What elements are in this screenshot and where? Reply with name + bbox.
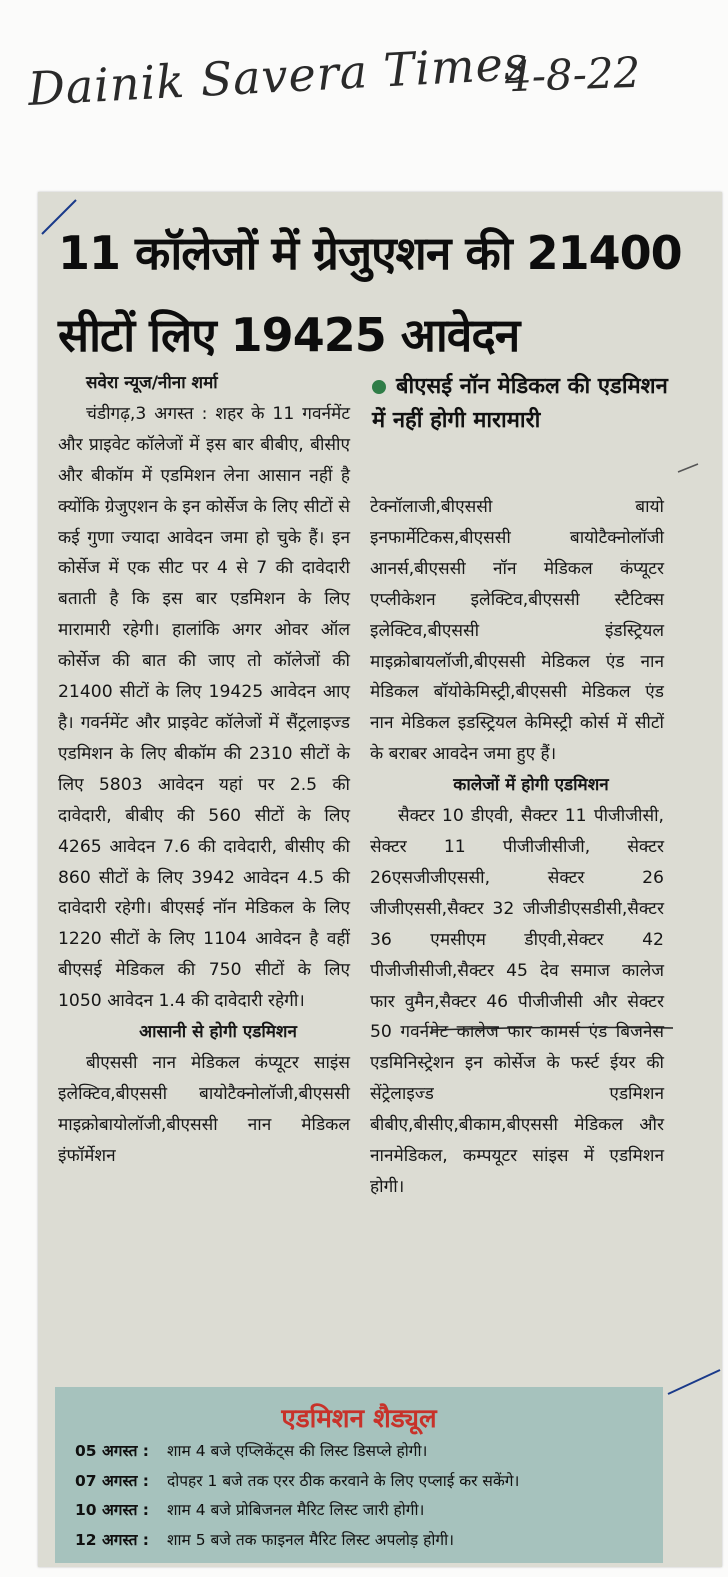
headline-line-1: 11 कॉलेजों में ग्रेजुएशन की 21400 <box>58 226 682 280</box>
schedule-date: 05 अगस्त : <box>75 1442 149 1460</box>
pen-stroke-icon <box>664 1364 724 1400</box>
side-heading-text: बीएसई नॉन मेडिकल की एडमिशन में नहीं होगी मारामारी <box>372 374 668 433</box>
subheading-colleges: कालेजों में होगी एडमिशन <box>453 775 609 796</box>
schedule-date: 07 अगस्त : <box>75 1471 149 1490</box>
schedule-date: 10 अगस्त : <box>75 1501 149 1519</box>
schedule-date: 12 अगस्त : <box>75 1530 149 1549</box>
schedule-row <box>75 1437 655 1467</box>
schedule-desc: शाम 4 बजे एप्लिकेंट्स की लिस्ट डिसप्ले होगी। <box>167 1442 428 1460</box>
colleges-body: सैक्टर 10 डीएवी, सैक्टर 11 पीजीजीसी, सेक्टर 11 पीजीजीसीजी, सेक्टर 26एसजीजीएससी, सेक्टर 26 जीजीएससी,सैक्टर 32 जीजीडीएसडीसी,सैक्टर 36 एमसीएम डीएवी,सेक्टर 42 पीजीजीसीजी,सैक्टर 45 देव समाज कालेज फार वुमैन,सैक्टर 46 पीजीजीसी और सेक्टर 50 गवर्नमेट कालेज फार कामर्स एंड बिजनेस एडमिनिस्ट्रेशन इन कोर्सेज के फर्स्ट ईयर की सेंट्रेलाइज्ड एडमिशन बीबीए,बीसीए,बीकाम,बीएससी मेडिकल और नानमेडिकल, कम्पयूटर सांइस में एडमिशन होगी। <box>370 806 664 1197</box>
schedule-row <box>75 1467 655 1497</box>
headline-line-2: सीटों लिए 19425 आवेदन <box>58 308 520 362</box>
pen-underline-icon <box>430 1024 675 1034</box>
right-column <box>370 492 664 1203</box>
side-heading <box>372 370 672 438</box>
byline: सवेरा न्यूज/नीना शर्मा <box>86 373 218 393</box>
schedule-desc: शाम 5 बजे तक फाइनल मैरिट लिस्ट अपलोड़ होगी। <box>167 1530 455 1549</box>
schedule-desc: दोपहर 1 बजे तक एरर ठीक करवाने के लिए एप्लाई कर सकेंगे। <box>167 1471 520 1490</box>
subheading-easy-admission: आसानी से होगी एडमिशन <box>139 1022 297 1043</box>
admission-schedule-box <box>55 1387 663 1563</box>
schedule-row <box>75 1496 655 1526</box>
schedule-title: एडमिशन शैड्यूल <box>281 1404 437 1434</box>
article-headline <box>58 212 698 376</box>
schedule-list <box>75 1437 655 1555</box>
handwritten-date: 4-8-22 <box>504 47 642 102</box>
handwritten-source: Dainik Savera Times <box>26 35 530 116</box>
schedule-desc: शाम 4 बजे प्रोबिजनल मैरिट लिस्ट जारी होगी। <box>167 1501 425 1519</box>
right-column-body: टेक्नॉलाजी,बीएससी बायो इनफार्मेटिकस,बीएससी बायोटैक्नोलॉजी आनर्स,बीएससी नॉन मेडिकल कंप्यूटर एप्लीकेशन इलेक्टिव,बीएससी स्टैटिक्स इलेक्टिव,बीएससी इंडस्ट्रियल माइक्रोबायलॉजी,बीएससी मेडिकल एंड नान मेडिकल बॉयोकेमिस्ट्री,बीएससी मेडिकल एंड नान मेडिकल इडस्ट्रियल केमिस्ट्री कोर्स में सीटों के बराबर आवदेन जमा हुए हैं। <box>370 497 664 765</box>
bullet-icon <box>372 380 386 394</box>
left-column-body: चंडीगढ़,3 अगस्त : शहर के 11 गवर्नमेंट और प्राइवेट कॉलेजों में इस बार बीबीए, बीसीए और बीकॉम में एडमिशन लेना आसान नहीं है क्योंकि ग्रेजुएशन के इन कोर्सेज के लिए सीटों से कई गुणा ज्यादा आवेदन जमा हो चुके हैं। इन कोर्सेज में एक सीट पर 4 से 7 की दावेदारी बताती है कि इस बार एडमिशन के लिए मारामारी रहेगी। हालांकि अगर ओवर ऑल कोर्सेज की बात की जाए तो कॉलेजों की 21400 सीटों के लिए 19425 आवेदन आए है। गवर्नमेंट और प्राइवेट कॉलेजों में सैंट्रलाइज्ड एडमिशन के लिए बीकॉम की 2310 सीटों के लिए 5803 आवेदन यहां पर 2.5 की दावेदारी, बीबीए की 560 सीटों के लिए 4265 आवेदन 7.6 की दावेदारी, बीसीए की 860 सीटों के लिए 3942 आवेदन 4.5 की दावेदारी रहेगी। बीएसई नॉन मेडिकल के लिए 1220 सीटों के लिए 1104 आवेदन है वहीं बीएसई मेडिकल की 750 सीटों के लिए 1050 आवेदन 1.4 की दावेदारी रहेगी। <box>58 403 350 1012</box>
easy-admission-body: बीएससी नान मेडिकल कंप्यूटर साइंस इलेक्टिव,बीएससी बायोटैक्नोलॉजी,बीएससी माइक्रोबायोलॉजी,बीएससी नान मेडिकल इंफॉर्मेशन <box>58 1052 350 1166</box>
schedule-row <box>75 1526 655 1556</box>
pen-tick-icon <box>676 458 702 478</box>
left-column <box>58 368 350 1172</box>
